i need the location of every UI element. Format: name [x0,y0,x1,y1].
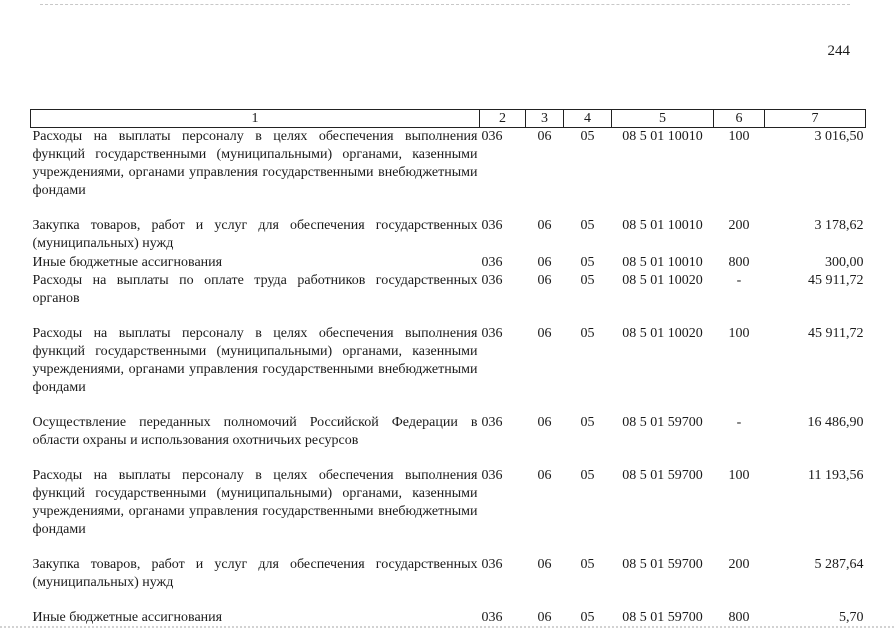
section-code: 06 [537,129,552,144]
target-article-code: 08 5 01 10020 [622,273,703,288]
table-row [31,609,866,627]
table-header-row [31,110,866,128]
amount: 3 016,50 [814,129,864,144]
table-row [31,217,866,254]
section-code: 06 [537,415,552,430]
ministry-code: 036 [481,557,503,572]
expense-type-code: 800 [728,255,750,270]
table-row [31,128,866,218]
column-header-4: 4 [564,110,612,128]
subsection-code: 05 [580,273,595,288]
ministry-code: 036 [481,129,503,144]
subsection-code: 05 [580,610,595,625]
target-article-code: 08 5 01 59700 [622,468,703,483]
row-description: Расходы на выплаты персоналу в целях обеспечения выполнения функций государственными (муниципальными) органами, казенными учреждениями, органами управления государственными внебюджетными фондами [32,468,478,537]
expense-type-code: 100 [728,468,750,483]
column-header-5: 5 [612,110,714,128]
expense-type-code: 100 [728,129,750,144]
expense-type-code: 200 [728,218,750,233]
table-row [31,272,866,325]
expense-type-code: 800 [728,610,750,625]
section-code: 06 [537,557,552,572]
section-code: 06 [537,326,552,341]
row-description: Расходы на выплаты персоналу в целях обеспечения выполнения функций государственными (муниципальными) органами, казенными учреждениями, органами управления государственными внебюджетными фондами [32,326,478,395]
section-code: 06 [537,610,552,625]
expense-type-code: - [736,415,742,430]
subsection-code: 05 [580,557,595,572]
target-article-code: 08 5 01 59700 [622,557,703,572]
subsection-code: 05 [580,415,595,430]
amount: 5,70 [839,610,864,625]
row-description: Осуществление переданных полномочий Российской Федерации в области охраны и использования охотничьих ресурсов [32,415,478,448]
target-article-code: 08 5 01 10010 [622,129,703,144]
budget-table [30,109,866,627]
scan-edge-bottom [0,626,894,630]
section-code: 06 [537,255,552,270]
subsection-code: 05 [580,468,595,483]
column-header-1: 1 [31,110,480,128]
table-row [31,556,866,609]
amount: 5 287,64 [814,557,864,572]
amount: 16 486,90 [807,415,864,430]
target-article-code: 08 5 01 10010 [622,255,703,270]
table-row [31,414,866,467]
column-header-3: 3 [526,110,564,128]
expense-type-code: 200 [728,557,750,572]
table-row [31,325,866,414]
page-number: 244 [827,43,850,59]
target-article-code: 08 5 01 59700 [622,415,703,430]
section-code: 06 [537,273,552,288]
ministry-code: 036 [481,468,503,483]
row-description: Иные бюджетные ассигнования [32,255,223,270]
subsection-code: 05 [580,129,595,144]
scan-edge-top [40,4,850,6]
row-description: Закупка товаров, работ и услуг для обеспечения государственных (муниципальных) нужд [32,557,478,590]
ministry-code: 036 [481,273,503,288]
ministry-code: 036 [481,415,503,430]
row-description: Расходы на выплаты персоналу в целях обеспечения выполнения функций государственными (муниципальными) органами, казенными учреждениями, органами управления государственными внебюджетными фондами [32,129,478,198]
target-article-code: 08 5 01 59700 [622,610,703,625]
row-description: Иные бюджетные ассигнования [32,610,223,625]
ministry-code: 036 [481,326,503,341]
row-description: Расходы на выплаты по оплате труда работников государственных органов [32,273,478,306]
amount: 45 911,72 [808,273,864,288]
target-article-code: 08 5 01 10020 [622,326,703,341]
amount: 300,00 [825,255,864,270]
subsection-code: 05 [580,255,595,270]
subsection-code: 05 [580,218,595,233]
ministry-code: 036 [481,610,503,625]
expense-type-code: - [736,273,742,288]
table-row [31,254,866,272]
expense-type-code: 100 [728,326,750,341]
row-description: Закупка товаров, работ и услуг для обеспечения государственных (муниципальных) нужд [32,218,478,251]
column-header-7: 7 [765,110,866,128]
amount: 11 193,56 [808,468,864,483]
amount: 45 911,72 [808,326,864,341]
target-article-code: 08 5 01 10010 [622,218,703,233]
column-header-6: 6 [714,110,765,128]
amount: 3 178,62 [814,218,864,233]
column-header-2: 2 [480,110,526,128]
ministry-code: 036 [481,255,503,270]
section-code: 06 [537,218,552,233]
ministry-code: 036 [481,218,503,233]
subsection-code: 05 [580,326,595,341]
table-row [31,467,866,556]
section-code: 06 [537,468,552,483]
